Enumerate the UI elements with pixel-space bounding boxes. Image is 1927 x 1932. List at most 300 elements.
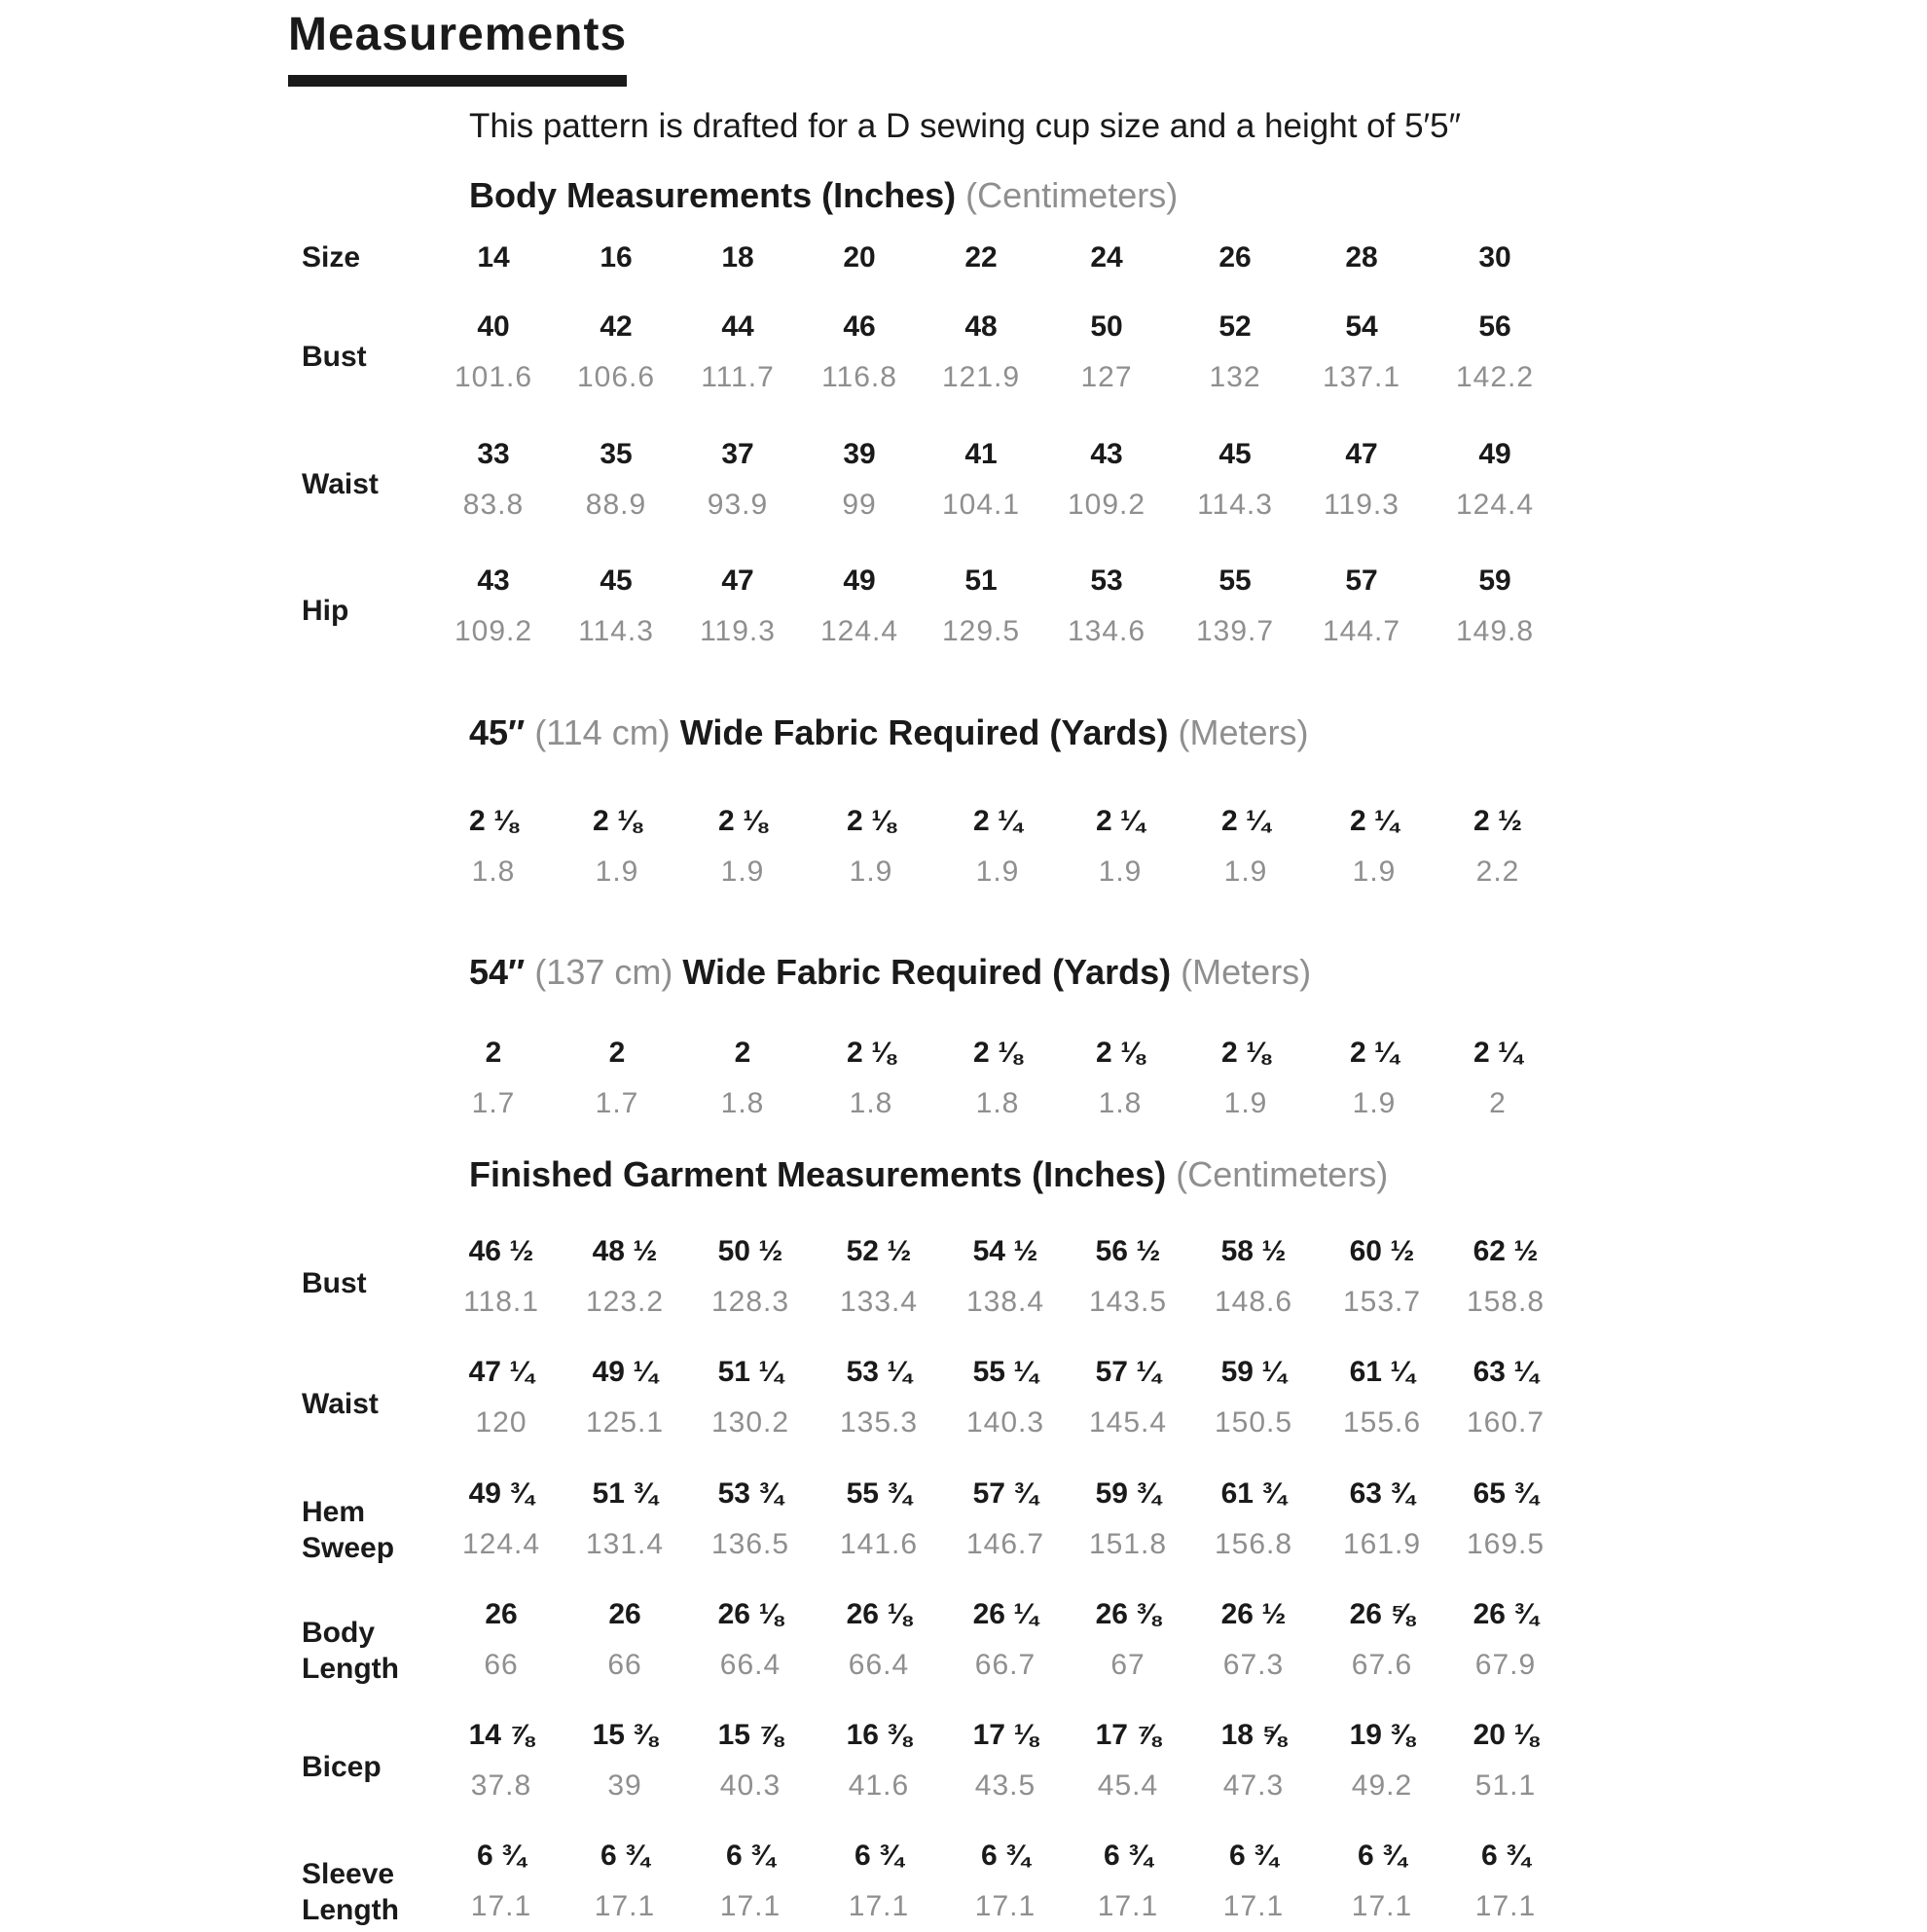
row-label: Bicep [302,1751,382,1783]
fabric-54-cell [684,1028,801,1129]
inches-value: 56 ½ [1095,1235,1161,1267]
centimeters-value: 1.8 [471,856,516,888]
centimeters-value: 45.4 [1097,1769,1159,1802]
finished-measurement-cell [1447,1831,1564,1932]
inches-value: 33 [477,438,510,470]
inches-value: 45 [600,565,633,597]
inches-value: 26 ⅜ [1095,1598,1161,1630]
finished-measurement-cell [1195,1710,1312,1811]
body-measurement-cell [1303,302,1420,403]
centimeters-value: 138.4 [965,1286,1045,1318]
inches-value: 37 [721,438,754,470]
finished-measurement-cell [443,1226,560,1328]
inches-value: 26 ½ [1220,1598,1287,1630]
inches-value: 17 ⅛ [972,1719,1038,1751]
fabric-54-heading [469,952,1311,993]
row-label: Hem Sweep [302,1496,395,1564]
centimeters-value: 17.1 [594,1890,656,1922]
inches-value: 6 ¾ [1480,1840,1531,1872]
fabric-54-cell [559,1028,675,1129]
fabric-45-width-cm: (114 cm) [534,712,671,752]
finished-measurement-cell [692,1589,809,1691]
inches-value: 15 ⅜ [592,1719,658,1751]
finished-heading-text: Finished Garment Measurements (Inches) [469,1154,1167,1194]
centimeters-value: 150.5 [1214,1406,1293,1439]
centimeters-value: 66.4 [848,1649,910,1681]
centimeters-value: 155.6 [1342,1406,1422,1439]
finished-measurement-cell [1195,1347,1312,1448]
body-measurement-cell [679,556,796,657]
centimeters-value: 99 [842,489,877,521]
inches-value: 2 ¼ [1095,805,1145,837]
finished-measurement-cell [566,1347,683,1448]
finished-measurement-cell [692,1469,809,1570]
inches-value: 63 ¼ [1473,1356,1539,1388]
centimeters-value: 1.9 [720,856,765,888]
inches-value: 46 [843,310,876,343]
inches-value: 6 ¾ [980,1840,1031,1872]
centimeters-value: 39 [607,1769,642,1802]
body-measurement-cell [435,556,552,657]
inches-value: 26 [485,1598,518,1630]
size-value: 26 [1218,241,1252,273]
centimeters-value: 136.5 [710,1528,790,1560]
inches-value: 6 ¾ [1228,1840,1279,1872]
inches-value: 65 ¾ [1473,1477,1539,1510]
centimeters-value: 88.9 [585,489,647,521]
body-measurement-cell [558,429,674,530]
inches-value: 59 ¼ [1220,1356,1287,1388]
centimeters-value: 83.8 [462,489,525,521]
inches-value: 60 ½ [1349,1235,1415,1267]
finished-measurement-cell [1447,1347,1564,1448]
centimeters-value: 114.3 [578,615,654,647]
inches-value: 53 ¼ [846,1356,912,1388]
finished-measurement-cell [566,1469,683,1570]
inches-value: 2 ¼ [1473,1037,1523,1069]
inches-value: 2 ⅛ [846,805,896,837]
body-measurement-cell [801,429,918,530]
inches-value: 39 [843,438,876,470]
centimeters-value: 66 [484,1649,519,1681]
fabric-45-heading-text: Wide Fabric Required (Yards) [679,712,1169,752]
inches-value: 43 [1090,438,1123,470]
inches-value: 55 [1218,565,1252,597]
fabric-54-cell [1316,1028,1433,1129]
centimeters-value: 123.2 [585,1286,665,1318]
inches-value: 55 ¾ [846,1477,912,1510]
finished-measurement-cell [1324,1710,1440,1811]
inches-value: 19 ⅜ [1349,1719,1415,1751]
row-label: Hip [302,595,349,627]
row-label: Waist [302,468,379,500]
centimeters-value: 17.1 [848,1890,910,1922]
inches-value: 2 ⅛ [468,805,519,837]
centimeters-value: 66 [607,1649,642,1681]
inches-value: 55 ¼ [972,1356,1038,1388]
row-label: Body Length [302,1617,399,1685]
fabric-54-cell [435,1028,552,1129]
finished-measurement-cell [820,1710,937,1811]
centimeters-value: 1.9 [849,856,893,888]
centimeters-value: 1.9 [595,856,639,888]
inches-value: 6 ¾ [476,1840,527,1872]
body-measurement-cell [1048,302,1165,403]
centimeters-value: 131.4 [585,1528,665,1560]
inches-value: 2 ¼ [1220,805,1271,837]
fabric-54-heading-text: Wide Fabric Required (Yards) [682,952,1172,992]
centimeters-value: 41.6 [848,1769,910,1802]
inches-value: 17 ⅞ [1095,1719,1161,1751]
inches-value: 49 [1478,438,1511,470]
inches-value: 47 ¼ [468,1356,534,1388]
finished-measurement-cell [947,1589,1064,1691]
finished-measurement-cell [692,1347,809,1448]
centimeters-value: 160.7 [1466,1406,1545,1439]
centimeters-value: 1.7 [471,1087,516,1119]
finished-measurement-cell [1195,1469,1312,1570]
body-measurement-cell [435,302,552,403]
body-measurement-cell [679,302,796,403]
fabric-45-cell [684,796,801,897]
finished-measurement-cell [1070,1469,1186,1570]
finished-measurement-cell [443,1589,560,1691]
inches-value: 20 ⅛ [1473,1719,1539,1751]
fabric-45-width: 45″ [469,712,526,752]
centimeters-value: 124.4 [819,615,899,647]
centimeters-value: 101.6 [454,361,533,393]
centimeters-value: 1.9 [1352,856,1397,888]
inches-value: 26 ⅛ [717,1598,783,1630]
body-measurement-cell [558,302,674,403]
finished-measurement-cell [443,1469,560,1570]
centimeters-value: 1.9 [1098,856,1143,888]
inches-value: 61 ¼ [1349,1356,1415,1388]
centimeters-value: 1.8 [975,1087,1020,1119]
finished-measurement-cell [1195,1589,1312,1691]
centimeters-value: 118.1 [463,1286,539,1318]
centimeters-value: 161.9 [1342,1528,1422,1560]
centimeters-value: 43.5 [974,1769,1036,1802]
centimeters-value: 141.6 [839,1528,919,1560]
finished-measurement-cell [1195,1226,1312,1328]
body-heading-units: (Centimeters) [965,175,1179,215]
centimeters-value: 114.3 [1197,489,1273,521]
body-measurement-cell [923,429,1039,530]
finished-measurement-cell [1447,1469,1564,1570]
finished-measurement-cell [1324,1831,1440,1932]
centimeters-value: 140.3 [965,1406,1045,1439]
finished-measurement-cell [1070,1710,1186,1811]
centimeters-value: 1.7 [595,1087,639,1119]
fabric-45-cell [1062,796,1179,897]
body-measurement-cell [1177,429,1293,530]
inches-value: 51 ¾ [592,1477,658,1510]
centimeters-value: 49.2 [1351,1769,1413,1802]
fabric-54-cell [1187,1028,1304,1129]
inches-value: 57 ¾ [972,1477,1038,1510]
inches-value: 56 [1478,310,1511,343]
body-measurement-cell [1177,556,1293,657]
inches-value: 35 [600,438,633,470]
inches-value: 49 ¼ [592,1356,658,1388]
body-measurement-cell [801,302,918,403]
centimeters-value: 149.8 [1455,615,1535,647]
inches-value: 14 ⅞ [468,1719,534,1751]
inches-value: 47 [721,565,754,597]
centimeters-value: 119.3 [1324,489,1400,521]
row-label: Bust [302,1267,367,1299]
body-measurement-cell [1303,556,1420,657]
inches-value: 52 ½ [846,1235,912,1267]
row-label: Sleeve Length [302,1858,399,1926]
centimeters-value: 17.1 [719,1890,782,1922]
body-measurement-cell [435,429,552,530]
centimeters-value: 1.9 [1223,1087,1268,1119]
body-measurement-cell [923,302,1039,403]
centimeters-value: 106.6 [576,361,656,393]
inches-value: 47 [1345,438,1378,470]
centimeters-value: 153.7 [1342,1286,1422,1318]
fabric-45-cell [1316,796,1433,897]
finished-measurement-cell [1447,1710,1564,1811]
finished-measurement-cell [1070,1347,1186,1448]
centimeters-value: 144.7 [1322,615,1401,647]
finished-garment-heading [469,1154,1388,1195]
fabric-54-heading-units: (Meters) [1181,952,1312,992]
finished-measurement-cell [947,1710,1064,1811]
inches-value: 26 [608,1598,641,1630]
body-measurement-cell [923,556,1039,657]
inches-value: 59 [1478,565,1511,597]
inches-value: 53 ¾ [717,1477,783,1510]
finished-measurement-cell [1070,1831,1186,1932]
inches-value: 41 [964,438,998,470]
inches-value: 6 ¾ [600,1840,650,1872]
centimeters-value: 143.5 [1088,1286,1168,1318]
finished-measurement-cell [443,1710,560,1811]
inches-value: 44 [721,310,754,343]
fabric-54-width: 54″ [469,952,526,992]
centimeters-value: 17.1 [1097,1890,1159,1922]
body-measurement-cell [1048,556,1165,657]
centimeters-value: 104.1 [941,489,1021,521]
inches-value: 58 ½ [1220,1235,1287,1267]
finished-measurement-cell [1447,1589,1564,1691]
inches-value: 2 ⅛ [846,1037,896,1069]
finished-measurement-cell [566,1226,683,1328]
centimeters-value: 111.7 [701,361,775,393]
centimeters-value: 1.9 [975,856,1020,888]
inches-value: 2 [485,1037,502,1069]
inches-value: 2 ⅛ [1220,1037,1271,1069]
centimeters-value: 1.9 [1352,1087,1397,1119]
centimeters-value: 17.1 [1474,1890,1537,1922]
body-measurement-cell [1436,556,1553,657]
centimeters-value: 137.1 [1322,361,1401,393]
finished-measurement-cell [1070,1589,1186,1691]
finished-measurement-cell [820,1469,937,1570]
inches-value: 51 [964,565,998,597]
inches-value: 2 [734,1037,751,1069]
fabric-45-cell [813,796,929,897]
centimeters-value: 128.3 [710,1286,790,1318]
finished-measurement-cell [1070,1226,1186,1328]
centimeters-value: 37.8 [470,1769,532,1802]
fabric-45-cell [939,796,1056,897]
finished-heading-units: (Centimeters) [1176,1154,1389,1194]
centimeters-value: 109.2 [454,615,533,647]
finished-measurement-cell [820,1831,937,1932]
inches-value: 59 ¾ [1095,1477,1161,1510]
centimeters-value: 17.1 [470,1890,532,1922]
inches-value: 51 ¼ [717,1356,783,1388]
centimeters-value: 116.8 [821,361,897,393]
centimeters-value: 109.2 [1067,489,1146,521]
centimeters-value: 134.6 [1067,615,1146,647]
centimeters-value: 146.7 [965,1528,1045,1560]
finished-measurement-cell [1324,1226,1440,1328]
inches-value: 6 ¾ [1103,1840,1153,1872]
centimeters-value: 124.4 [1455,489,1535,521]
inches-value: 6 ¾ [854,1840,904,1872]
inches-value: 26 ¼ [972,1598,1038,1630]
finished-measurement-cell [566,1589,683,1691]
centimeters-value: 158.8 [1466,1286,1545,1318]
inches-value: 2 ¼ [972,805,1023,837]
finished-measurement-cell [820,1589,937,1691]
inches-value: 63 ¾ [1349,1477,1415,1510]
centimeters-value: 129.5 [941,615,1021,647]
inches-value: 2 ⅛ [717,805,768,837]
centimeters-value: 1.9 [1223,856,1268,888]
finished-measurement-cell [820,1226,937,1328]
inches-value: 2 ⅛ [1095,1037,1145,1069]
centimeters-value: 148.6 [1214,1286,1293,1318]
centimeters-value: 132 [1209,361,1261,393]
size-value: 24 [1090,241,1123,273]
inches-value: 50 [1090,310,1123,343]
fabric-45-heading-units: (Meters) [1178,712,1309,752]
size-value: 30 [1478,241,1511,273]
inches-value: 42 [600,310,633,343]
centimeters-value: 120 [475,1406,527,1439]
inches-value: 57 ¼ [1095,1356,1161,1388]
finished-measurement-cell [820,1347,937,1448]
body-measurement-cell [1436,429,1553,530]
size-value: 20 [843,241,876,273]
centimeters-value: 1.8 [720,1087,765,1119]
centimeters-value: 2 [1489,1087,1507,1119]
finished-measurement-cell [947,1831,1064,1932]
size-label: Size [302,241,361,273]
size-value: 14 [477,241,510,273]
finished-measurement-cell [566,1831,683,1932]
finished-measurement-cell [443,1831,560,1932]
centimeters-value: 130.2 [710,1406,790,1439]
body-measurement-cell [1177,302,1293,403]
inches-value: 52 [1218,310,1252,343]
size-value: 22 [964,241,998,273]
finished-measurement-cell [692,1226,809,1328]
centimeters-value: 142.2 [1455,361,1535,393]
finished-measurement-cell [1324,1347,1440,1448]
body-measurements-heading [469,175,1178,216]
fabric-54-cell [1439,1028,1556,1129]
centimeters-value: 156.8 [1214,1528,1293,1560]
inches-value: 61 ¾ [1220,1477,1287,1510]
centimeters-value: 121.9 [941,361,1021,393]
centimeters-value: 145.4 [1088,1406,1168,1439]
inches-value: 16 ⅜ [846,1719,912,1751]
inches-value: 54 [1345,310,1378,343]
inches-value: 26 ⅛ [846,1598,912,1630]
inches-value: 6 ¾ [1357,1840,1407,1872]
size-value: 18 [721,241,754,273]
centimeters-value: 67.6 [1351,1649,1413,1681]
row-label: Bust [302,341,367,373]
centimeters-value: 169.5 [1466,1528,1545,1560]
fabric-54-cell [1062,1028,1179,1129]
inches-value: 57 [1345,565,1378,597]
finished-measurement-cell [1195,1831,1312,1932]
inches-value: 2 ⅛ [972,1037,1023,1069]
inches-value: 48 [964,310,998,343]
centimeters-value: 66.7 [974,1649,1036,1681]
centimeters-value: 124.4 [461,1528,541,1560]
centimeters-value: 1.8 [849,1087,893,1119]
fabric-45-cell [559,796,675,897]
inches-value: 26 ⅝ [1349,1598,1415,1630]
centimeters-value: 93.9 [707,489,769,521]
pattern-intro: This pattern is drafted for a D sewing cup size and a height of 5′5″ [469,107,1461,145]
size-value: 16 [600,241,633,273]
row-label: Waist [302,1388,379,1420]
centimeters-value: 67.3 [1222,1649,1285,1681]
size-value: 28 [1345,241,1378,273]
inches-value: 50 ½ [717,1235,783,1267]
inches-value: 49 ¾ [468,1477,534,1510]
centimeters-value: 1.8 [1098,1087,1143,1119]
centimeters-value: 2.2 [1475,856,1520,888]
centimeters-value: 47.3 [1222,1769,1285,1802]
inches-value: 2 ½ [1473,805,1523,837]
centimeters-value: 151.8 [1088,1528,1168,1560]
finished-measurement-cell [1324,1589,1440,1691]
centimeters-value: 135.3 [839,1406,919,1439]
finished-measurement-cell [566,1710,683,1811]
finished-measurement-cell [1324,1469,1440,1570]
inches-value: 45 [1218,438,1252,470]
inches-value: 48 ½ [592,1235,658,1267]
centimeters-value: 67 [1110,1649,1145,1681]
fabric-54-width-cm: (137 cm) [534,952,673,992]
centimeters-value: 133.4 [839,1286,919,1318]
fabric-45-heading [469,712,1309,753]
inches-value: 46 ½ [468,1235,534,1267]
body-measurement-cell [1048,429,1165,530]
inches-value: 15 ⅞ [717,1719,783,1751]
inches-value: 26 ¾ [1473,1598,1539,1630]
fabric-54-cell [813,1028,929,1129]
inches-value: 49 [843,565,876,597]
body-measurement-cell [679,429,796,530]
finished-measurement-cell [947,1469,1064,1570]
inches-value: 2 ¼ [1349,1037,1400,1069]
inches-value: 53 [1090,565,1123,597]
finished-measurement-cell [1447,1226,1564,1328]
inches-value: 2 [608,1037,626,1069]
